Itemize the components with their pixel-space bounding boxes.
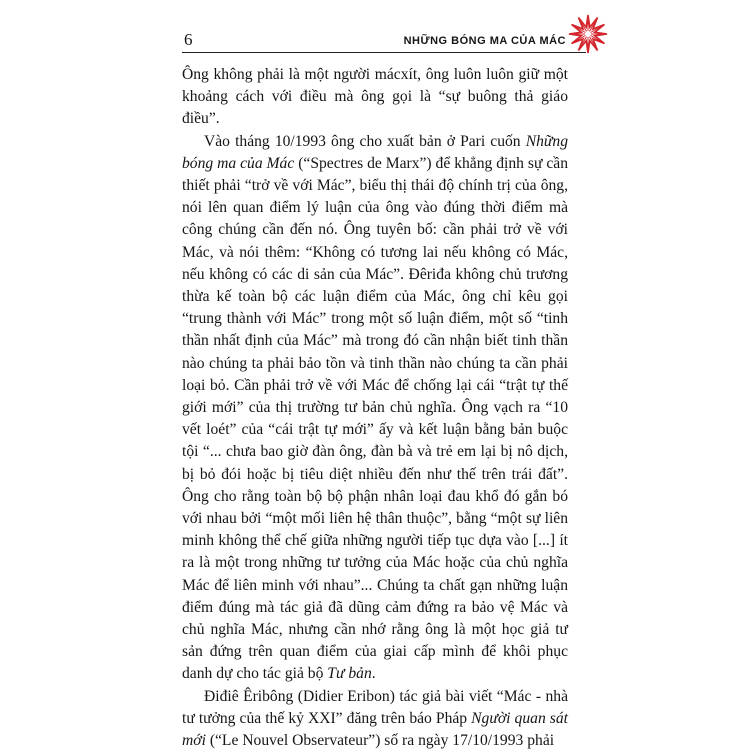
paragraph-1 — [182, 64, 568, 131]
paragraph-3 — [182, 686, 568, 752]
page-number: 6 — [184, 30, 193, 49]
paragraph-3-text-c: (“Le Nouvel Observateur”) số ra ngày 17/10/1993 phải — [205, 732, 555, 750]
header-rule — [182, 52, 586, 53]
paragraph-3-text-a: Điđiê Êribông (Didier Eribon) tác giả bài viết “Mác - nhà tư tưởng của thế kỷ XXI” đăng trên báo Pháp — [182, 687, 568, 727]
book-title-italic: Những bóng ma của Mác — [182, 132, 568, 172]
paragraph-2-text-c: (“Spectres de Marx”) để khẳng định sự cần thiết phải “trở về với Mác”, biểu thị thái độ chính trị của ông, nói lên quan điểm lý luận của ông vào đúng thời điểm mà công chúng cần đến nó. Ông tuyên bố: cần phải trở về với Mác, và nói thêm: “Không có tương lai nếu không có Mác, nếu không có các di sản của Mác”. Đêriđa không chủ trương thừa kế toàn bộ các luận điểm của Mác, ông chỉ kêu gọi “trung thành với Mác” trong một số luận điểm, một số “tinh thần nhất định của Mác” mà trong đó cần nhận biết tinh thần nào chúng ta phải bảo tồn và tinh thần nào chúng ta cần phải loại bỏ. Cần phải trở về với Mác để chống lại cái “trật tự thế giới mới” của thị trường tư bản chủ nghĩa. Ông vạch ra “10 vết loét” của “cái trật tự mới” ấy và kết luận bằng bản buộc tội “... chưa bao giờ đàn ông, đàn bà và trẻ em lại bị nô dịch, bị bỏ đói hoặc bị tiêu diệt nhiều đến như thế trên trái đất”. Ông cho rằng toàn bộ bộ phận nhân loại đau khổ đó gắn bó với nhau bởi “một mối liên hệ thân thuộc”, bằng “một sự liên minh không thể chế giữa những người tiếp tục dựa vào [...] ít ra là một trong những tư tưởng của Mác hoặc của chủ nghĩa Mác để liên minh với nhau”... Chúng ta chất gạn những luận điểm đúng mà tác giả đã dũng cảm đứng ra bảo vệ Mác và chủ nghĩa Mác, nhưng cần nhớ rằng ông là một học giả tư sản đứng trên quan điểm của giai cấp mình để khôi phục danh dự cho tác giả bộ — [182, 154, 569, 683]
newspaper-title-italic: Người quan sát mới — [182, 709, 568, 750]
running-title: NHỮNG BÓNG MA CỦA MÁC — [403, 35, 566, 47]
star-burst-icon — [568, 14, 608, 54]
paragraph-2-text-a: Vào tháng 10/1993 ông cho xuất bản ở Pari cuốn — [204, 132, 526, 150]
body-text — [182, 64, 568, 752]
paragraph-1-text: Ông không phải là một người mácxít, ông luôn luôn giữ một khoảng cách với điều mà ông gọi là “sự buông thả giáo điều”. — [182, 66, 568, 128]
paragraph-2 — [182, 131, 568, 686]
book-title-italic-2: Tư bản — [327, 665, 372, 683]
paragraph-2-text-e: . — [371, 665, 376, 683]
page-header — [182, 30, 594, 56]
